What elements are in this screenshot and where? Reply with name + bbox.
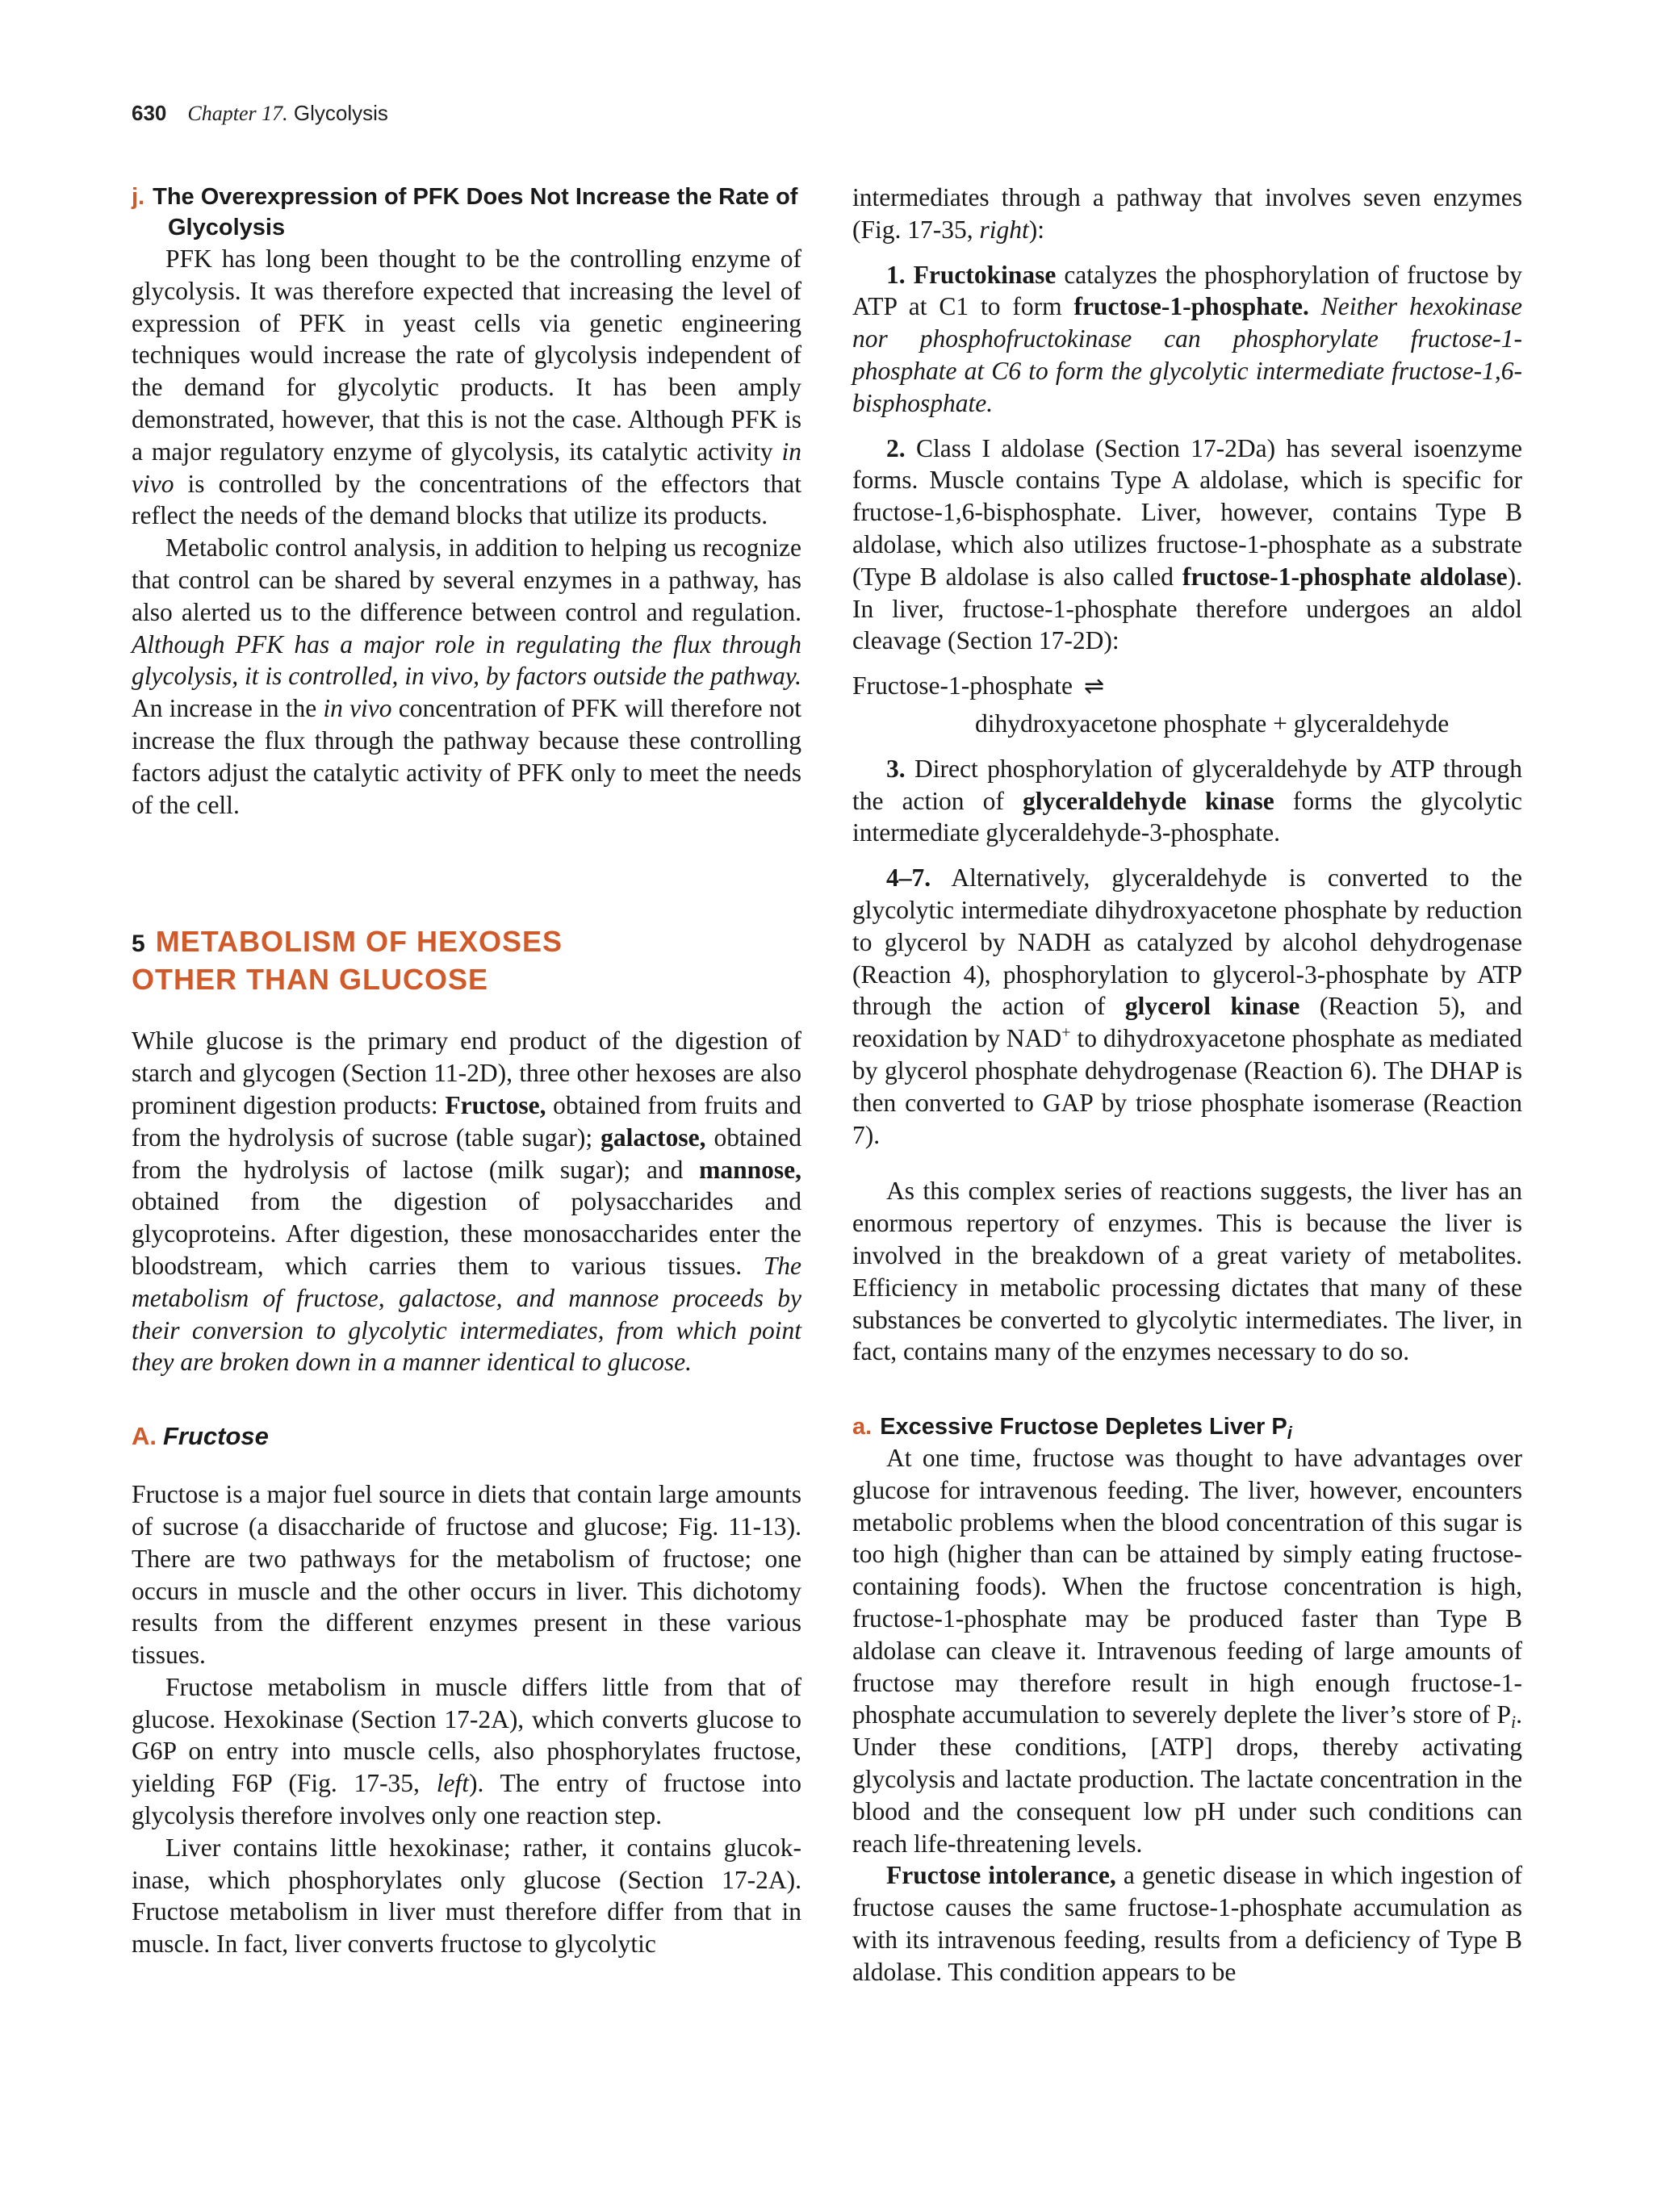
- text-run: Fructose metabolism in muscle differs little from that of glucose. Hexokinase (Section 17-2A), which converts glucose to G6P on entry into muscle cells, also phosphorylates fructose, yielding F6P (Fig. 17-35,: [132, 1672, 801, 1798]
- bold-term: glycerol kinase: [1124, 992, 1300, 1021]
- text-run: is controlled by the concentrations of the effectors that reflect the needs of the demand blocks that utilize its products.: [132, 469, 801, 530]
- item-number: 4–7.: [886, 863, 931, 893]
- bold-term: fructose-1-phosphate.: [1073, 292, 1309, 321]
- bold-term: galactose,: [601, 1123, 706, 1152]
- italic-run: in vivo: [323, 694, 392, 723]
- text-run: forms the glycolytic intermediate glyceraldehyde-3-phosphate.: [852, 786, 1522, 847]
- paragraph: [132, 1671, 801, 1832]
- subsection-heading-a-lower: [852, 1411, 1522, 1442]
- section-heading: [132, 924, 801, 997]
- paragraph: [852, 1859, 1522, 1988]
- text-run: catalyzes the phosphorylation of fructose by ATP at C1 to form: [852, 260, 1523, 321]
- section-title-line2: OTHER THAN GLUCOSE: [132, 963, 489, 997]
- subsection-letter: j.: [132, 184, 145, 210]
- bold-term: Fructose intolerance,: [886, 1861, 1116, 1890]
- text-run: Class I aldolase (Section 17-2Da) has several isoenzyme forms. Muscle contains Type A aldolase, which is specific for fructose-1,6-bisphosphate. Liver, however, contains Type B aldolase, which also utilizes fructose-1-phosphate as a substrate (Type B aldolase is also called: [852, 433, 1523, 591]
- chapter-title: Glycolysis: [293, 101, 388, 125]
- bold-term: glyceraldehyde kinase: [1022, 786, 1274, 815]
- left-column: [132, 182, 801, 1960]
- running-head: [132, 101, 388, 126]
- text-run: At one time, fructose was thought to have advantages over glucose for intravenous feeding. The liver, however, encounters metabolic problems when the blood concentration of this sugar is too high (higher than can be attained by simply eating fructose-containing foods). When the fructose concentration is high, fructose-1-phosphate may be produced faster than Type B aldolase can cleave it. Intravenous feeding of large amounts of fructose may therefore result in high enough fructose-1-phosphate accumulation to severely deplete the liver’s store of P: [852, 1444, 1522, 1729]
- paragraph: [132, 243, 801, 532]
- reaction-equation: [852, 670, 1522, 703]
- text-run: obtained from fruits and from the hydrolysis of sucrose (table sugar);: [132, 1090, 801, 1152]
- numbered-item-2: [852, 433, 1522, 658]
- text-run: (Reaction 5), and reoxidation by NAD: [852, 992, 1522, 1053]
- equation-reactant: Fructose-1-phosphate: [852, 671, 1073, 700]
- text-run: PFK has long been thought to be the controlling enzyme of glycolysis. It was therefore expected that increasing the level of expression of PFK in yeast cells via genetic engineering techniques would increase the rate of glycolysis independent of the demand for glycolytic products. It has been amply demonstrated, however, that this is not the case. Although PFK is a major regulatory enzyme of glycolysis, its catalytic activity: [132, 245, 801, 466]
- numbered-item-3: [852, 753, 1522, 849]
- subsection-heading-a: [132, 1420, 801, 1453]
- text-run: Alternatively, glyceraldehyde is converted to the glycolytic intermediate dihydroxyacetone phosphate by reduction to glycerol by NADH as catalyzed by alcohol dehydrogenase (Reaction 4), phosphorylation to glycerol-3-phosphate by ATP through the action of: [852, 863, 1522, 1021]
- subsection-heading-j: [132, 182, 801, 243]
- reaction-products: dihydroxyacetone phosphate + glyceraldehyde: [975, 709, 1450, 738]
- subscript: i: [1287, 1423, 1292, 1444]
- bold-term: Fructokinase: [913, 260, 1057, 289]
- numbered-item-4-7: [852, 862, 1522, 1151]
- page-number: 630: [132, 101, 167, 125]
- text-run: a genetic disease in which ingestion of fructose causes the same fructose-1-phosphate accumulation as with its intravenous feeding, results from a deficiency of Type B aldolase. This condition appears to be: [852, 1861, 1522, 1986]
- section-number: 5: [132, 930, 146, 958]
- text-run: While glucose is the primary end product of the digestion of starch and glycogen (Section 11-2D), three other hexoses are also prominent digestion products:: [132, 1027, 801, 1119]
- bold-term: fructose-1-phosphate aldolase: [1182, 562, 1508, 591]
- bold-term: Fructose,: [445, 1090, 546, 1119]
- paragraph: Liver contains little hexokinase; rather, it contains glucokinase, which phosphorylates only glucose (Section 17-2A). Fructose metabolism in liver must therefore differ from that in muscle. In fact, liver converts fructose to glycolytic: [132, 1833, 801, 1959]
- paragraph: [132, 1025, 801, 1378]
- chapter-label: Chapter 17.: [187, 102, 288, 125]
- numbered-item-1: [852, 259, 1522, 420]
- subsection-letter: A.: [132, 1422, 157, 1451]
- text-run: An increase in the: [132, 694, 324, 723]
- paragraph: Fructose is a major fuel source in diets that contain large amounts of sucrose (a disaccharide of fructose and glucose; Fig. 11-13). There are two pathways for the metabolism of fructose; one occurs in muscle and the other occurs in liver. This dichotomy results from the different enzymes present in these various tissues.: [132, 1480, 801, 1670]
- subsection-letter: a.: [852, 1414, 873, 1441]
- subsection-title: Fructose: [163, 1422, 269, 1451]
- item-number: 1.: [886, 260, 906, 289]
- subscript: i: [1511, 1712, 1517, 1733]
- italic-run: Although PFK has a major role in regulating the flux through glycolysis, it is controlled, in vivo, by factors outside the pathway.: [132, 629, 801, 691]
- paragraph: As this complex series of reactions suggests, the liver has an enormous repertory of enzymes. This is because the liver is involved in the breakdown of a great variety of metabolites. Efficiency in metabolic processing dictates that many of these substances be converted to glycolytic intermediates. The liver, in fact, contains many of the enzymes necessary to do so.: [852, 1177, 1522, 1366]
- text-run: concentration of PFK will therefore not increase the flux through the pathway because these controlling factors adjust the catalytic activity of PFK only to meet the needs of the cell.: [132, 694, 801, 819]
- text-run: intermediates through a pathway that involves seven enzymes (Fig. 17-35,: [852, 183, 1522, 244]
- text-run: ). The entry of fructose into glycolysis therefore involves only one reaction step.: [132, 1769, 802, 1830]
- subsection-title: Excessive Fructose Depletes Liver P: [880, 1414, 1287, 1441]
- italic-run: Neither hexokinase nor phosphofructokinase can phosphorylate fructose-1-phosphate at C6 to form the glycolytic intermediate fructose-1,6-bisphosphate.: [852, 292, 1522, 417]
- paragraph: [132, 532, 801, 821]
- italic-run: left: [436, 1769, 469, 1798]
- text-run: Direct phosphorylation of glyceraldehyde by ATP through the action of: [852, 754, 1522, 815]
- item-number: 2.: [886, 433, 906, 462]
- paragraph: [852, 182, 1522, 246]
- equilibrium-arrow-icon: ⇌: [1083, 672, 1105, 701]
- section-title-line1: METABOLISM OF HEXOSES: [155, 925, 563, 959]
- paragraph: [852, 1442, 1522, 1859]
- text-run: to dihydroxyacetone phosphate as mediated by glycerol phosphate dehydrogenase (Reaction 6). The DHAP is then converted to GAP by triose phosphate isomerase (Reaction 7).: [852, 1024, 1522, 1149]
- superscript: +: [1061, 1023, 1071, 1042]
- italic-run: in vivo: [132, 437, 801, 498]
- subsection-title: The Overexpression of PFK Does Not Increase the Rate of Glycolysis: [153, 184, 798, 240]
- text-run: [1309, 292, 1321, 320]
- right-column: [852, 182, 1522, 1988]
- item-number: 3.: [886, 754, 906, 783]
- italic-run: The metabolism of fructose, galactose, and mannose proceeds by their conversion to glycolytic intermediates, from which point they are broken down in a manner identical to glucose.: [132, 1251, 801, 1377]
- text-run: Metabolic control analysis, in addition to helping us recognize that control can be shared by several enzymes in a pathway, has also alerted us to the difference between control and regulation.: [132, 533, 801, 626]
- text-run: ):: [1028, 215, 1045, 244]
- text-run: ). In liver, fructose-1-phosphate therefore undergoes an aldol cleavage (Section 17-2D):: [852, 562, 1522, 655]
- italic-run: right: [979, 215, 1029, 244]
- text-run: obtained from the digestion of polysaccharides and glycoproteins. After digestion, these monosaccharides enter the bloodstream, which carries them to various tissues.: [132, 1187, 801, 1280]
- text-run: obtained from the hydrolysis of lactose (milk sugar); and: [132, 1123, 801, 1184]
- bold-term: mannose,: [699, 1155, 801, 1184]
- text-run: . Under these conditions, [ATP] drops, thereby activating glycolysis and lactate production. The lactate concentration in the blood and the consequent low pH under such conditions can reach life-threatening levels.: [852, 1700, 1522, 1858]
